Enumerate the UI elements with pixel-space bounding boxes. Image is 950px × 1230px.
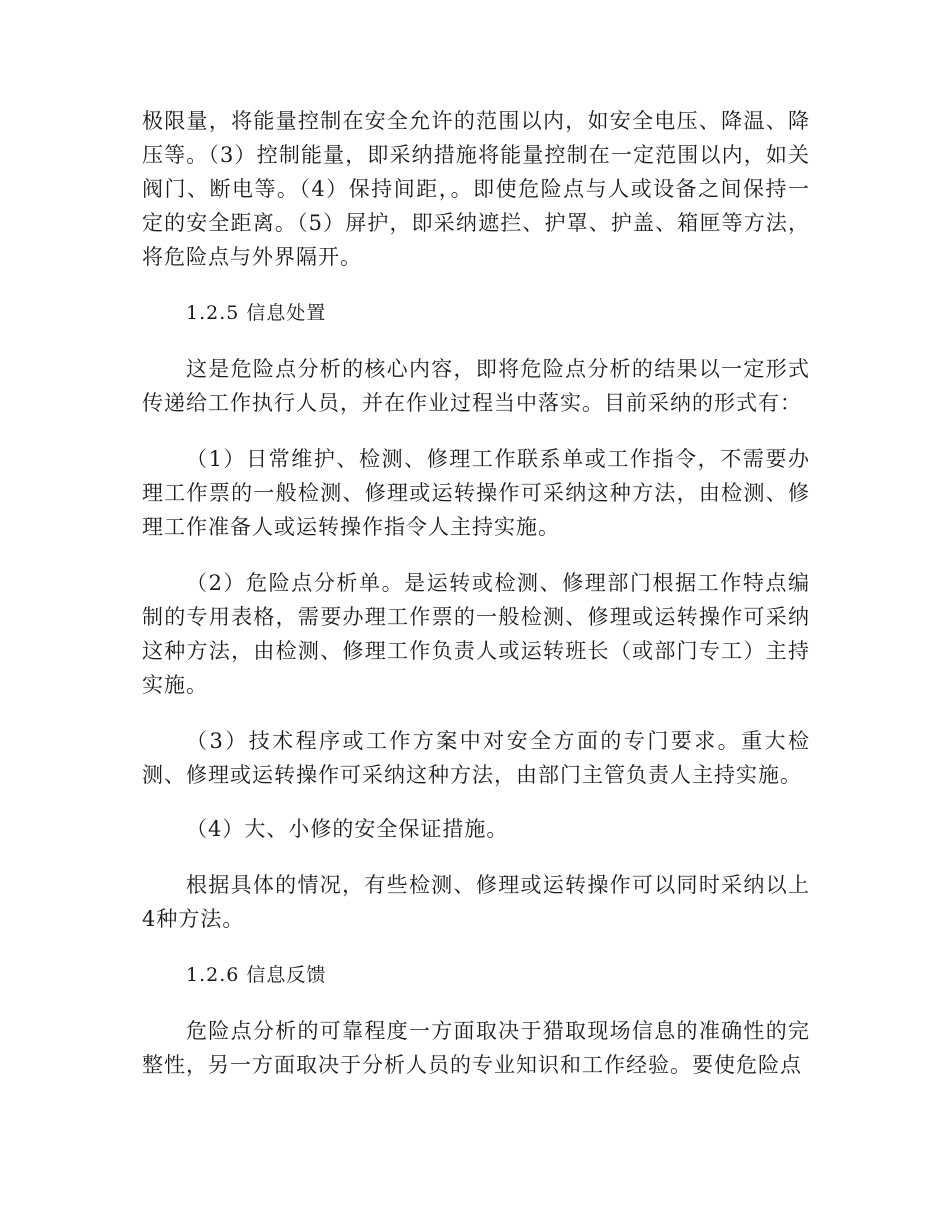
paragraph-feedback: 危险点分析的可靠程度一方面取决于猎取现场信息的准确性的完整性，另一方面取决于分析人员的专业知识和工作经验。要使危险点 [142, 1019, 810, 1077]
paragraph-combine-methods: 根据具体的情况，有些检测、修理或运转操作可以同时采纳以上4种方法。 [142, 873, 810, 931]
paragraph-energy-control: 极限量，将能量控制在安全允许的范围以内，如安全电压、降温、降压等。（3）控制能量，即采纳措施将能量控制在一定范围以内，如关阀门、断电等。（4）保持间距，。即使危险点与人或设备之间保持一定的安全距离。（5）屏护，即采纳遮拦、护罩、护盖、箱匣等方法，将危险点与外界隔开。 [142, 109, 810, 269]
list-item-1: （1）日常维护、检测、修理工作联系单或工作指令，不需要办理工作票的一般检测、修理或运转操作可采纳这种方法，由检测、修理工作准备人或运转操作指令人主持实施。 [142, 447, 810, 539]
list-item-2: （2）危险点分析单。是运转或检测、修理部门根据工作特点编制的专用表格，需要办理工作票的一般检测、修理或运转操作可采纳这种方法，由检测、修理工作负责人或运转班长（或部门专工）主持实施。 [142, 571, 810, 697]
paragraph-core-content: 这是危险点分析的核心内容，即将危险点分析的结果以一定形式传递给工作执行人员，并在作业过程当中落实。目前采纳的形式有： [142, 357, 810, 415]
section-heading-1-2-6: 1.2.6 信息反馈 [186, 964, 327, 986]
document-body [142, 104, 810, 1082]
list-item-3: （3）技术程序或工作方案中对安全方面的专门要求。重大检测、修理或运转操作可采纳这种方法，由部门主管负责人主持实施。 [142, 729, 810, 787]
section-heading-1-2-5: 1.2.5 信息处置 [186, 302, 327, 324]
list-item-4: （4）大、小修的安全保证措施。 [186, 817, 509, 841]
